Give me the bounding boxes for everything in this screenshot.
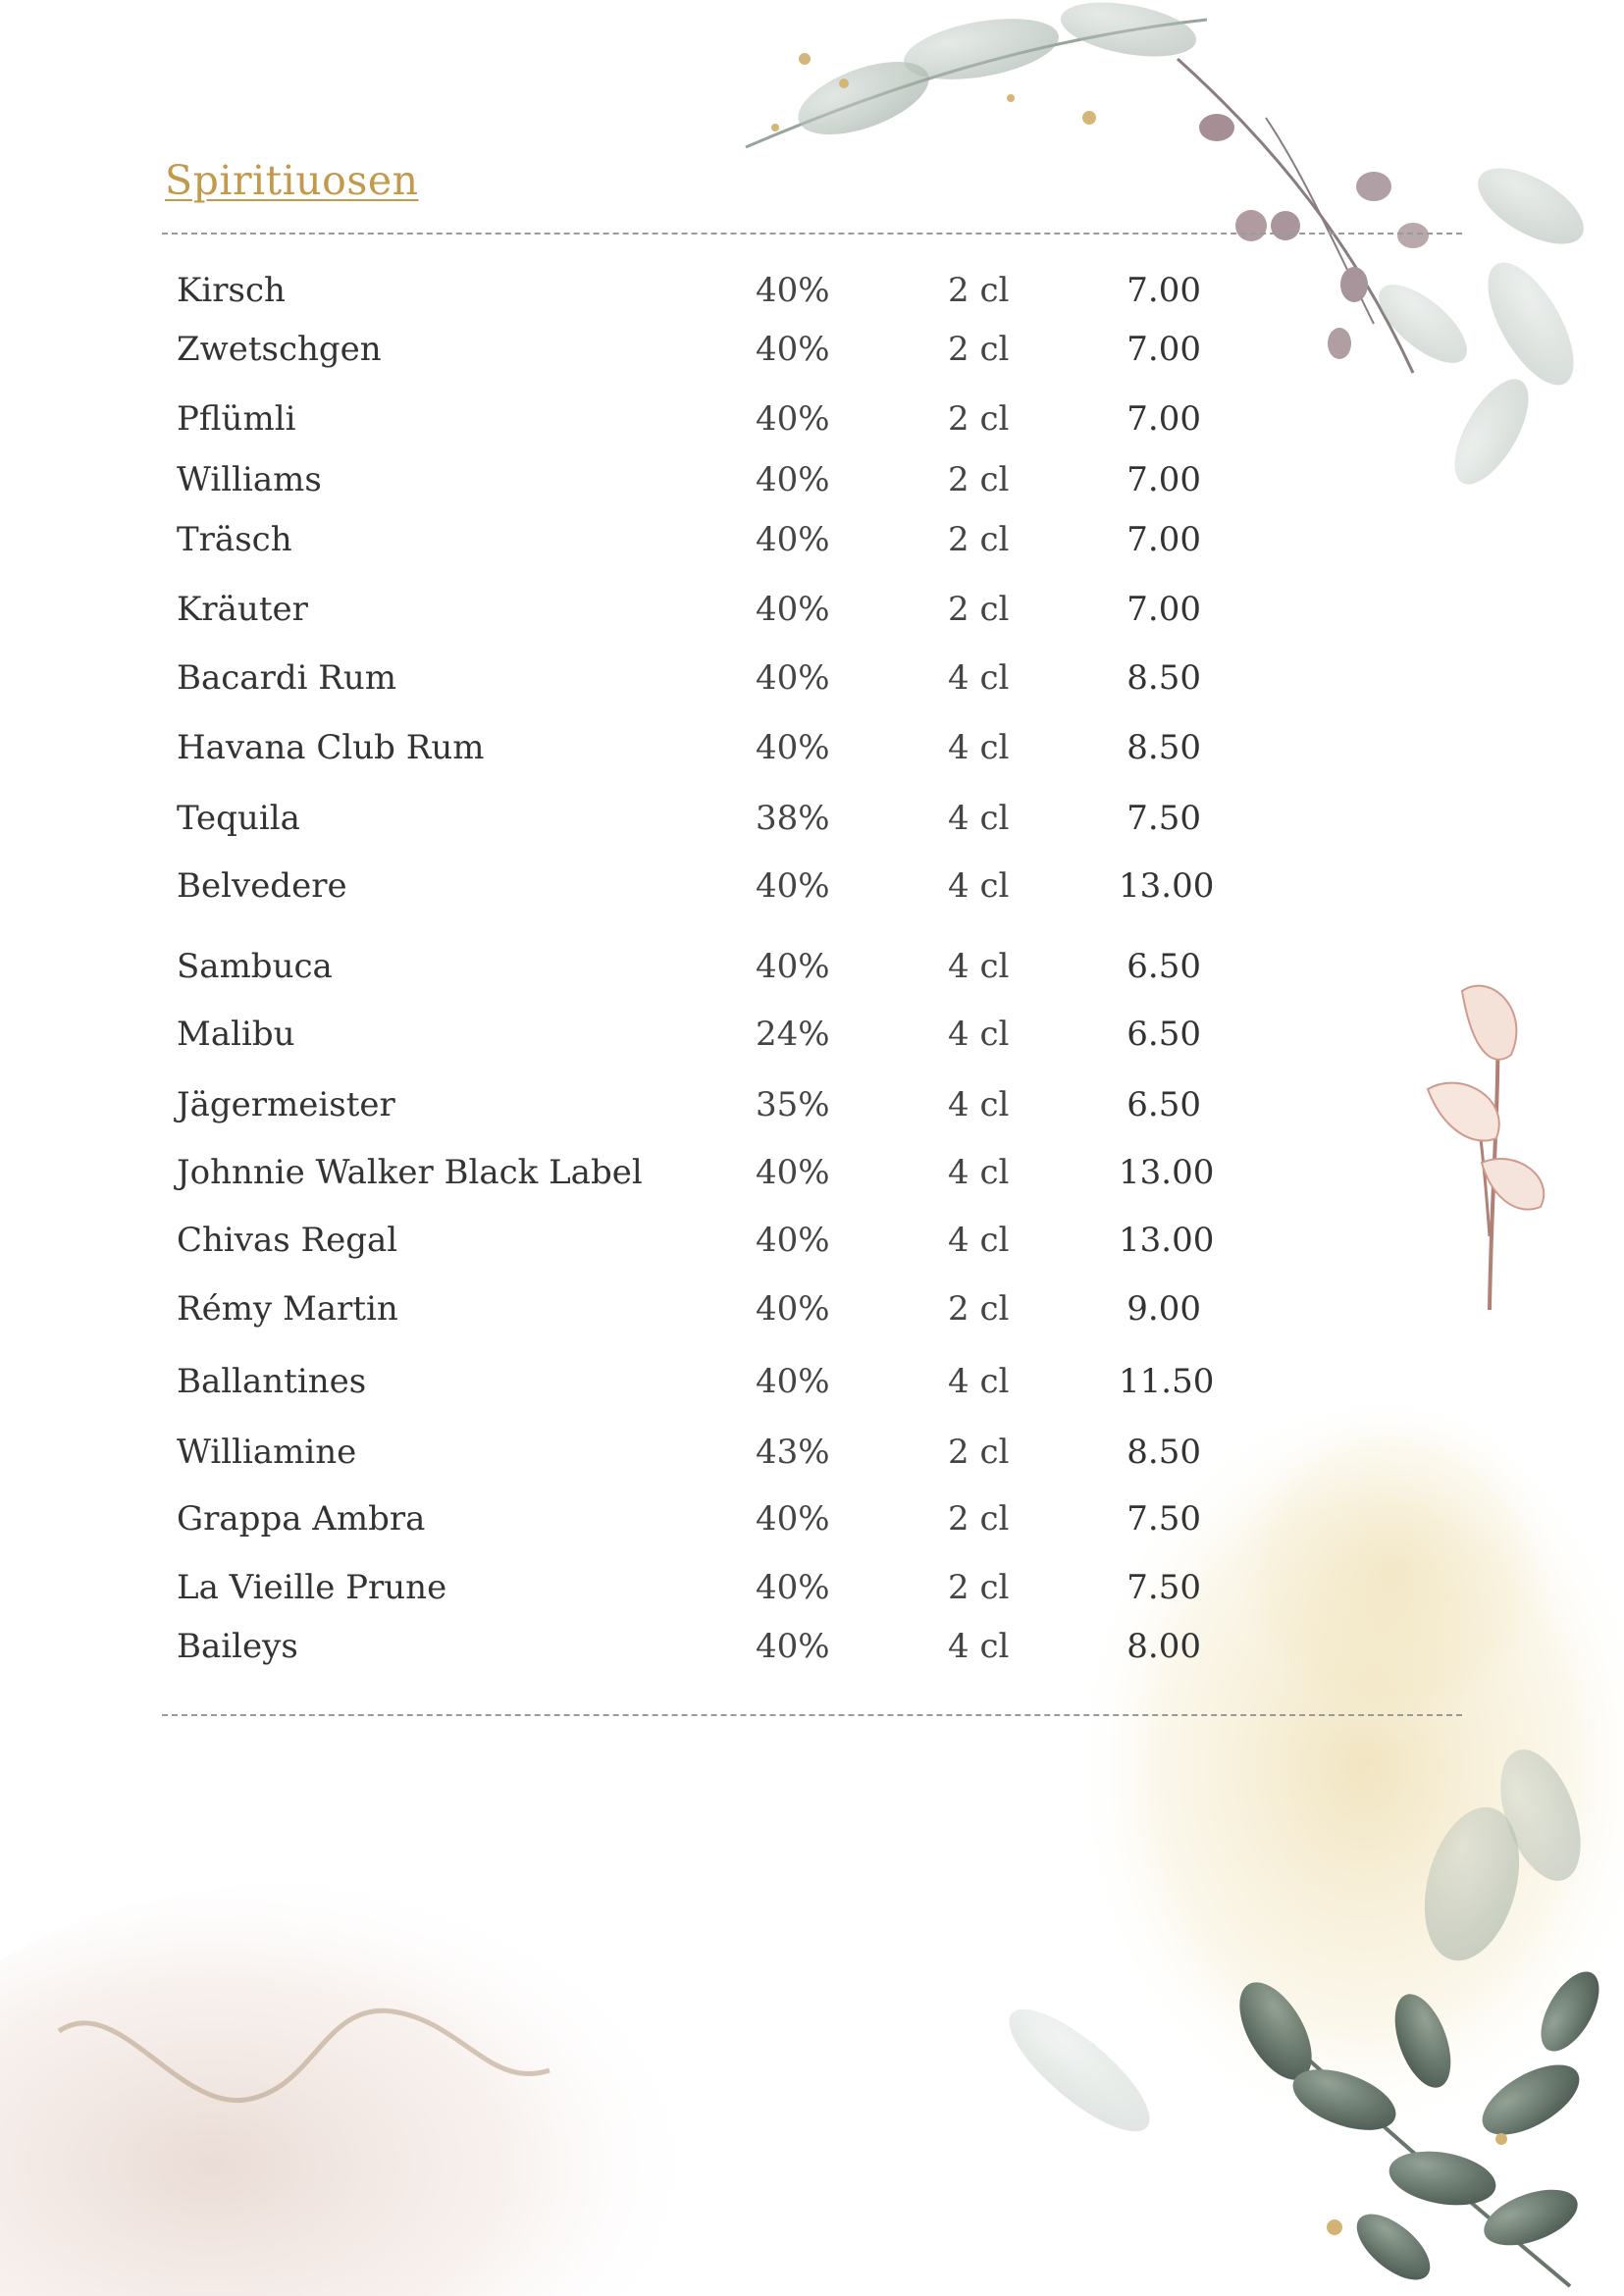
item-name: Belvedere xyxy=(177,866,347,906)
item-volume: 4 cl xyxy=(948,1221,1010,1260)
item-abv: 40% xyxy=(756,520,830,559)
list-item xyxy=(0,455,1624,504)
item-name: Zwetschgen xyxy=(177,330,382,369)
item-name: Träsch xyxy=(177,520,292,559)
item-price: 9.00 xyxy=(1126,1289,1201,1329)
item-price: 11.50 xyxy=(1119,1362,1215,1401)
item-abv: 40% xyxy=(756,1499,830,1539)
item-abv: 38% xyxy=(756,799,830,838)
list-item xyxy=(0,325,1624,374)
list-item xyxy=(0,1563,1624,1612)
item-price: 7.00 xyxy=(1126,399,1201,439)
item-volume: 2 cl xyxy=(948,399,1010,439)
list-item xyxy=(0,1148,1624,1197)
item-name: Ballantines xyxy=(177,1362,367,1401)
list-item xyxy=(0,266,1624,315)
item-price: 13.00 xyxy=(1119,866,1215,906)
item-price: 7.00 xyxy=(1126,460,1201,499)
item-price: 7.00 xyxy=(1126,330,1201,369)
item-abv: 24% xyxy=(756,1015,830,1054)
item-abv: 40% xyxy=(756,399,830,439)
item-volume: 2 cl xyxy=(948,520,1010,559)
item-abv: 35% xyxy=(756,1085,830,1124)
item-volume: 4 cl xyxy=(948,1627,1010,1666)
list-item xyxy=(0,1284,1624,1333)
item-price: 7.50 xyxy=(1126,1568,1201,1607)
item-abv: 40% xyxy=(756,1568,830,1607)
item-volume: 2 cl xyxy=(948,271,1010,310)
list-item xyxy=(0,942,1624,991)
item-name: Chivas Regal xyxy=(177,1221,398,1260)
list-item xyxy=(0,1428,1624,1477)
item-price: 7.00 xyxy=(1126,271,1201,310)
item-name: La Vieille Prune xyxy=(177,1568,447,1607)
item-name: Williams xyxy=(177,460,322,499)
list-item xyxy=(0,1494,1624,1543)
item-name: Malibu xyxy=(177,1015,295,1054)
item-name: Rémy Martin xyxy=(177,1289,398,1329)
item-name: Kirsch xyxy=(177,271,286,310)
item-name: Sambuca xyxy=(177,947,333,986)
item-abv: 40% xyxy=(756,1221,830,1260)
item-abv: 40% xyxy=(756,866,830,906)
item-name: Jägermeister xyxy=(177,1085,395,1124)
item-price: 7.50 xyxy=(1126,1499,1201,1539)
list-item xyxy=(0,1622,1624,1671)
item-name: Williamine xyxy=(177,1433,357,1472)
item-name: Pflümli xyxy=(177,399,296,439)
item-price: 7.00 xyxy=(1126,590,1201,629)
item-abv: 40% xyxy=(756,658,830,698)
item-volume: 4 cl xyxy=(948,947,1010,986)
item-price: 8.50 xyxy=(1126,728,1201,767)
item-price: 8.00 xyxy=(1126,1627,1201,1666)
item-price: 13.00 xyxy=(1119,1153,1215,1192)
item-abv: 40% xyxy=(756,330,830,369)
item-name: Tequila xyxy=(177,799,300,838)
item-abv: 40% xyxy=(756,728,830,767)
item-volume: 2 cl xyxy=(948,460,1010,499)
item-volume: 2 cl xyxy=(948,590,1010,629)
item-price: 6.50 xyxy=(1126,1015,1201,1054)
item-volume: 2 cl xyxy=(948,330,1010,369)
item-volume: 4 cl xyxy=(948,866,1010,906)
item-volume: 4 cl xyxy=(948,1085,1010,1124)
list-item xyxy=(0,1216,1624,1265)
list-item xyxy=(0,1080,1624,1129)
bottom-divider xyxy=(162,1714,1462,1716)
item-name: Bacardi Rum xyxy=(177,658,397,698)
list-item xyxy=(0,861,1624,911)
list-item xyxy=(0,653,1624,703)
item-abv: 40% xyxy=(756,460,830,499)
section-title: Spiritiuosen xyxy=(165,157,419,204)
item-abv: 40% xyxy=(756,1627,830,1666)
item-name: Havana Club Rum xyxy=(177,728,485,767)
item-abv: 43% xyxy=(756,1433,830,1472)
item-abv: 40% xyxy=(756,271,830,310)
item-abv: 40% xyxy=(756,947,830,986)
item-volume: 4 cl xyxy=(948,1015,1010,1054)
item-price: 6.50 xyxy=(1126,947,1201,986)
item-price: 7.00 xyxy=(1126,520,1201,559)
item-volume: 2 cl xyxy=(948,1289,1010,1329)
item-price: 6.50 xyxy=(1126,1085,1201,1124)
item-price: 13.00 xyxy=(1119,1221,1215,1260)
item-volume: 4 cl xyxy=(948,1153,1010,1192)
item-name: Baileys xyxy=(177,1627,298,1666)
item-price: 8.50 xyxy=(1126,658,1201,698)
list-item xyxy=(0,394,1624,444)
item-price: 7.50 xyxy=(1126,799,1201,838)
item-name: Grappa Ambra xyxy=(177,1499,426,1539)
item-price: 8.50 xyxy=(1126,1433,1201,1472)
item-volume: 4 cl xyxy=(948,1362,1010,1401)
item-name: Johnnie Walker Black Label xyxy=(177,1153,643,1192)
item-abv: 40% xyxy=(756,1289,830,1329)
list-item xyxy=(0,585,1624,634)
list-item xyxy=(0,723,1624,772)
item-volume: 2 cl xyxy=(948,1499,1010,1539)
list-item xyxy=(0,515,1624,564)
item-volume: 2 cl xyxy=(948,1433,1010,1472)
item-abv: 40% xyxy=(756,590,830,629)
item-volume: 4 cl xyxy=(948,658,1010,698)
list-item xyxy=(0,1357,1624,1406)
item-name: Kräuter xyxy=(177,590,308,629)
item-abv: 40% xyxy=(756,1153,830,1192)
list-item xyxy=(0,1010,1624,1059)
item-volume: 4 cl xyxy=(948,728,1010,767)
item-volume: 2 cl xyxy=(948,1568,1010,1607)
item-abv: 40% xyxy=(756,1362,830,1401)
list-item xyxy=(0,794,1624,843)
item-volume: 4 cl xyxy=(948,799,1010,838)
